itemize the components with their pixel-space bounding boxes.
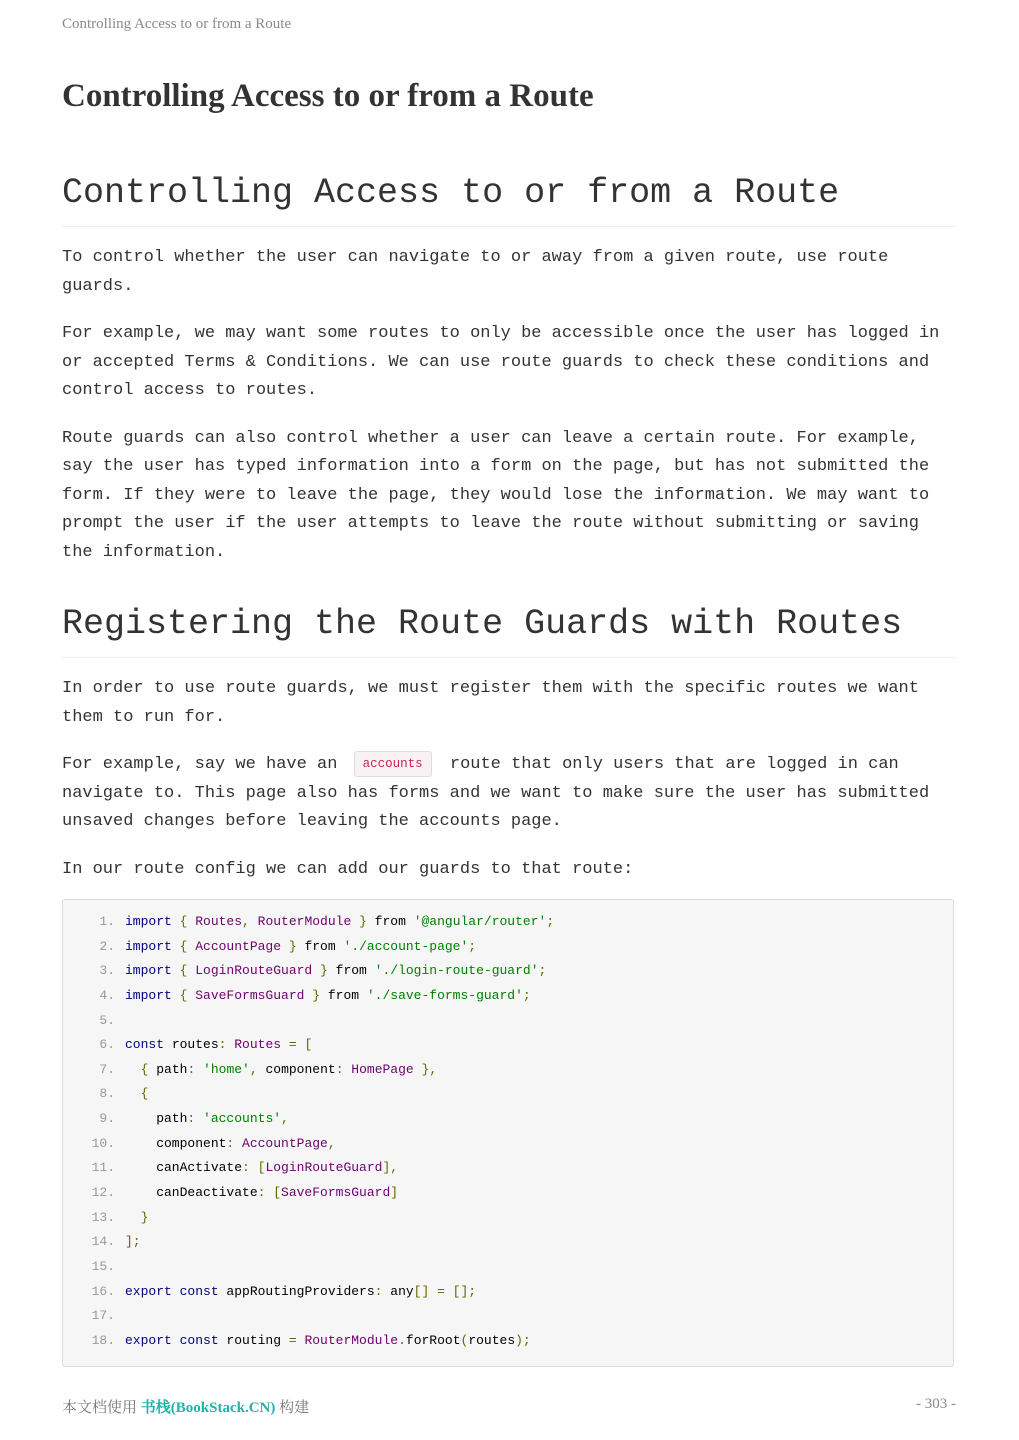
line-number: 18. [91,1332,115,1348]
code-token: { [171,987,196,1003]
code-line [63,1230,953,1255]
code-token: } [312,963,336,979]
code-token: { [125,1086,149,1102]
line-number: 3. [99,963,115,979]
code-token: LoginRouteGuard [195,963,313,979]
paragraph: In order to use route guards, we must register them with the specific routes we want them to run for. [62,679,919,727]
code-line [63,1033,953,1058]
code-line [63,1009,953,1034]
code-token: { [125,1061,157,1077]
paragraph-text: For example, say we have an [62,755,338,774]
code-token: canDeactivate [125,1185,258,1201]
paragraph-text: route that only users that are logged in can navigate to. This page also has forms and we want to make sure the user has submitted unsaved changes before leaving the accounts page. [62,755,930,831]
code-token: { [171,914,196,929]
code-token: import [125,987,172,1003]
code-token: routes [164,1037,219,1053]
line-number: 16. [91,1283,115,1299]
line-number: 9. [99,1111,115,1127]
line-number: 13. [91,1209,115,1225]
code-token: path [156,1061,188,1077]
code-token: AccountPage [242,1135,328,1151]
code-token: LoginRouteGuard [265,1160,383,1176]
code-token: ( [460,1332,469,1348]
line-number: 10. [91,1135,115,1151]
code-token: any [390,1283,414,1299]
code-token: : [218,1037,235,1053]
code-token: 'home' [203,1061,250,1077]
code-token: routing [218,1332,289,1348]
code-token: [] = []; [413,1283,477,1299]
paragraph: Route guards can also control whether a user can leave a certain route. For example, say the user has typed information into a form on the page, but has not submitted the form. If they were to leave the page, they would lose the information. We may want to prompt the user if the user attempts to leave the route without submitting or saving the information. [62,428,930,562]
code-block [62,899,954,1367]
code-token: Routes [234,1037,282,1053]
code-token: ], [382,1160,399,1176]
section-heading-registering-guards: Registering the Route Guards with Routes [62,601,956,658]
code-token: export [125,1332,172,1348]
code-token: : [ [242,1160,266,1176]
code-token: : [374,1283,391,1299]
code-line [63,1206,953,1231]
code-token: SaveFormsGuard [281,1185,391,1201]
line-number: 5. [99,1012,115,1028]
code-token: , [281,1111,289,1127]
footer-prefix: 本文档使用 [62,1400,138,1416]
code-line [63,1107,953,1132]
code-token: ); [515,1332,531,1348]
code-token: import [125,963,172,979]
code-token: : [ [257,1185,282,1201]
section-heading-controlling-access: Controlling Access to or from a Route [62,170,956,227]
line-number: 14. [91,1234,115,1250]
code-token: component [265,1061,336,1077]
code-token: from [374,914,414,929]
code-token: from [304,938,344,954]
code-token: : [226,1135,243,1151]
code-token: from [327,987,367,1003]
paragraph: In our route config we can add our guards to that route: [62,859,634,879]
code-token: ] [390,1185,399,1201]
code-token: = [288,1332,305,1348]
code-token: forRoot [405,1332,461,1348]
running-header: Controlling Access to or from a Route [62,16,292,32]
code-token: , [327,1135,336,1151]
code-token: Routes [195,914,243,929]
code-token: SaveFormsGuard [195,987,305,1003]
footer-brand-link[interactable]: 书栈(BookStack.CN) [140,1400,276,1416]
line-number: 6. [99,1037,115,1053]
code-token: ; [546,914,555,929]
code-line [63,959,953,984]
paragraph: To control whether the user can navigate to or away from a given route, use route guards. [62,248,889,296]
code-token: path [125,1111,188,1127]
code-token: canActivate [125,1160,243,1176]
code-token: ]; [125,1234,141,1250]
line-number: 11. [91,1160,115,1176]
line-number: 17. [91,1308,115,1324]
code-token: RouterModule [257,914,352,929]
paragraph: For example, we may want some routes to only be accessible once the user has logged in or accepted Terms & Conditions. We can use route guards to check these conditions and control access to routes. [62,324,940,400]
inline-code: accounts [354,751,432,777]
code-line [63,984,953,1009]
line-number: 8. [99,1086,115,1102]
code-token: './login-route-guard' [374,963,539,979]
code-line [63,1058,953,1083]
code-line [63,1304,953,1329]
code-line [63,1156,953,1181]
code-token: RouterModule [304,1332,399,1348]
code-line [63,1255,953,1280]
line-number: 4. [99,987,115,1003]
code-token: } [125,1209,149,1225]
code-token: ; [468,938,477,954]
code-token: appRoutingProviders [218,1283,375,1299]
code-token: } [281,938,305,954]
paragraph-with-inline-code [62,751,956,837]
code-token: : [187,1111,204,1127]
footer-credit [62,1396,309,1417]
code-token: AccountPage [195,938,282,954]
line-number: 15. [91,1258,115,1274]
line-number: 1. [99,914,115,929]
code-token: } [304,987,328,1003]
page-number: - 303 - [916,1396,956,1412]
code-token: HomePage [351,1061,414,1077]
code-token: const [125,1037,165,1053]
code-token: }, [413,1061,438,1077]
code-token: = [ [281,1037,313,1053]
code-line [63,1280,953,1305]
code-token: import [125,914,172,929]
code-line [63,1329,953,1354]
code-token: , [249,1061,266,1077]
page-title: Controlling Access to or from a Route [62,78,594,114]
code-token: './save-forms-guard' [366,987,523,1003]
code-token: ; [538,963,547,979]
line-number: 2. [99,938,115,954]
code-token: routes [468,1332,516,1348]
code-line [63,935,953,960]
code-line [63,1132,953,1157]
code-token: const [171,1332,219,1348]
footer-suffix: 构建 [279,1400,310,1416]
code-token: from [335,963,375,979]
code-token: : [335,1061,352,1077]
code-token: const [171,1283,219,1299]
code-line [63,1082,953,1107]
line-number: 7. [99,1061,115,1077]
code-line [63,910,953,935]
code-token: { [171,963,196,979]
code-token: . [398,1332,406,1348]
line-number: 12. [91,1185,115,1201]
code-token: import [125,938,172,954]
code-token: ; [522,987,531,1003]
article-content [62,170,956,884]
code-token: : [187,1061,204,1077]
code-token: '@angular/router' [413,914,547,929]
code-token: , [242,914,258,929]
code-token: component [125,1135,227,1151]
code-token: './account-page' [343,938,469,954]
code-line [63,1181,953,1206]
code-token: } [351,914,375,929]
code-token: { [171,938,196,954]
code-token: export [125,1283,172,1299]
code-token: 'accounts' [203,1111,282,1127]
